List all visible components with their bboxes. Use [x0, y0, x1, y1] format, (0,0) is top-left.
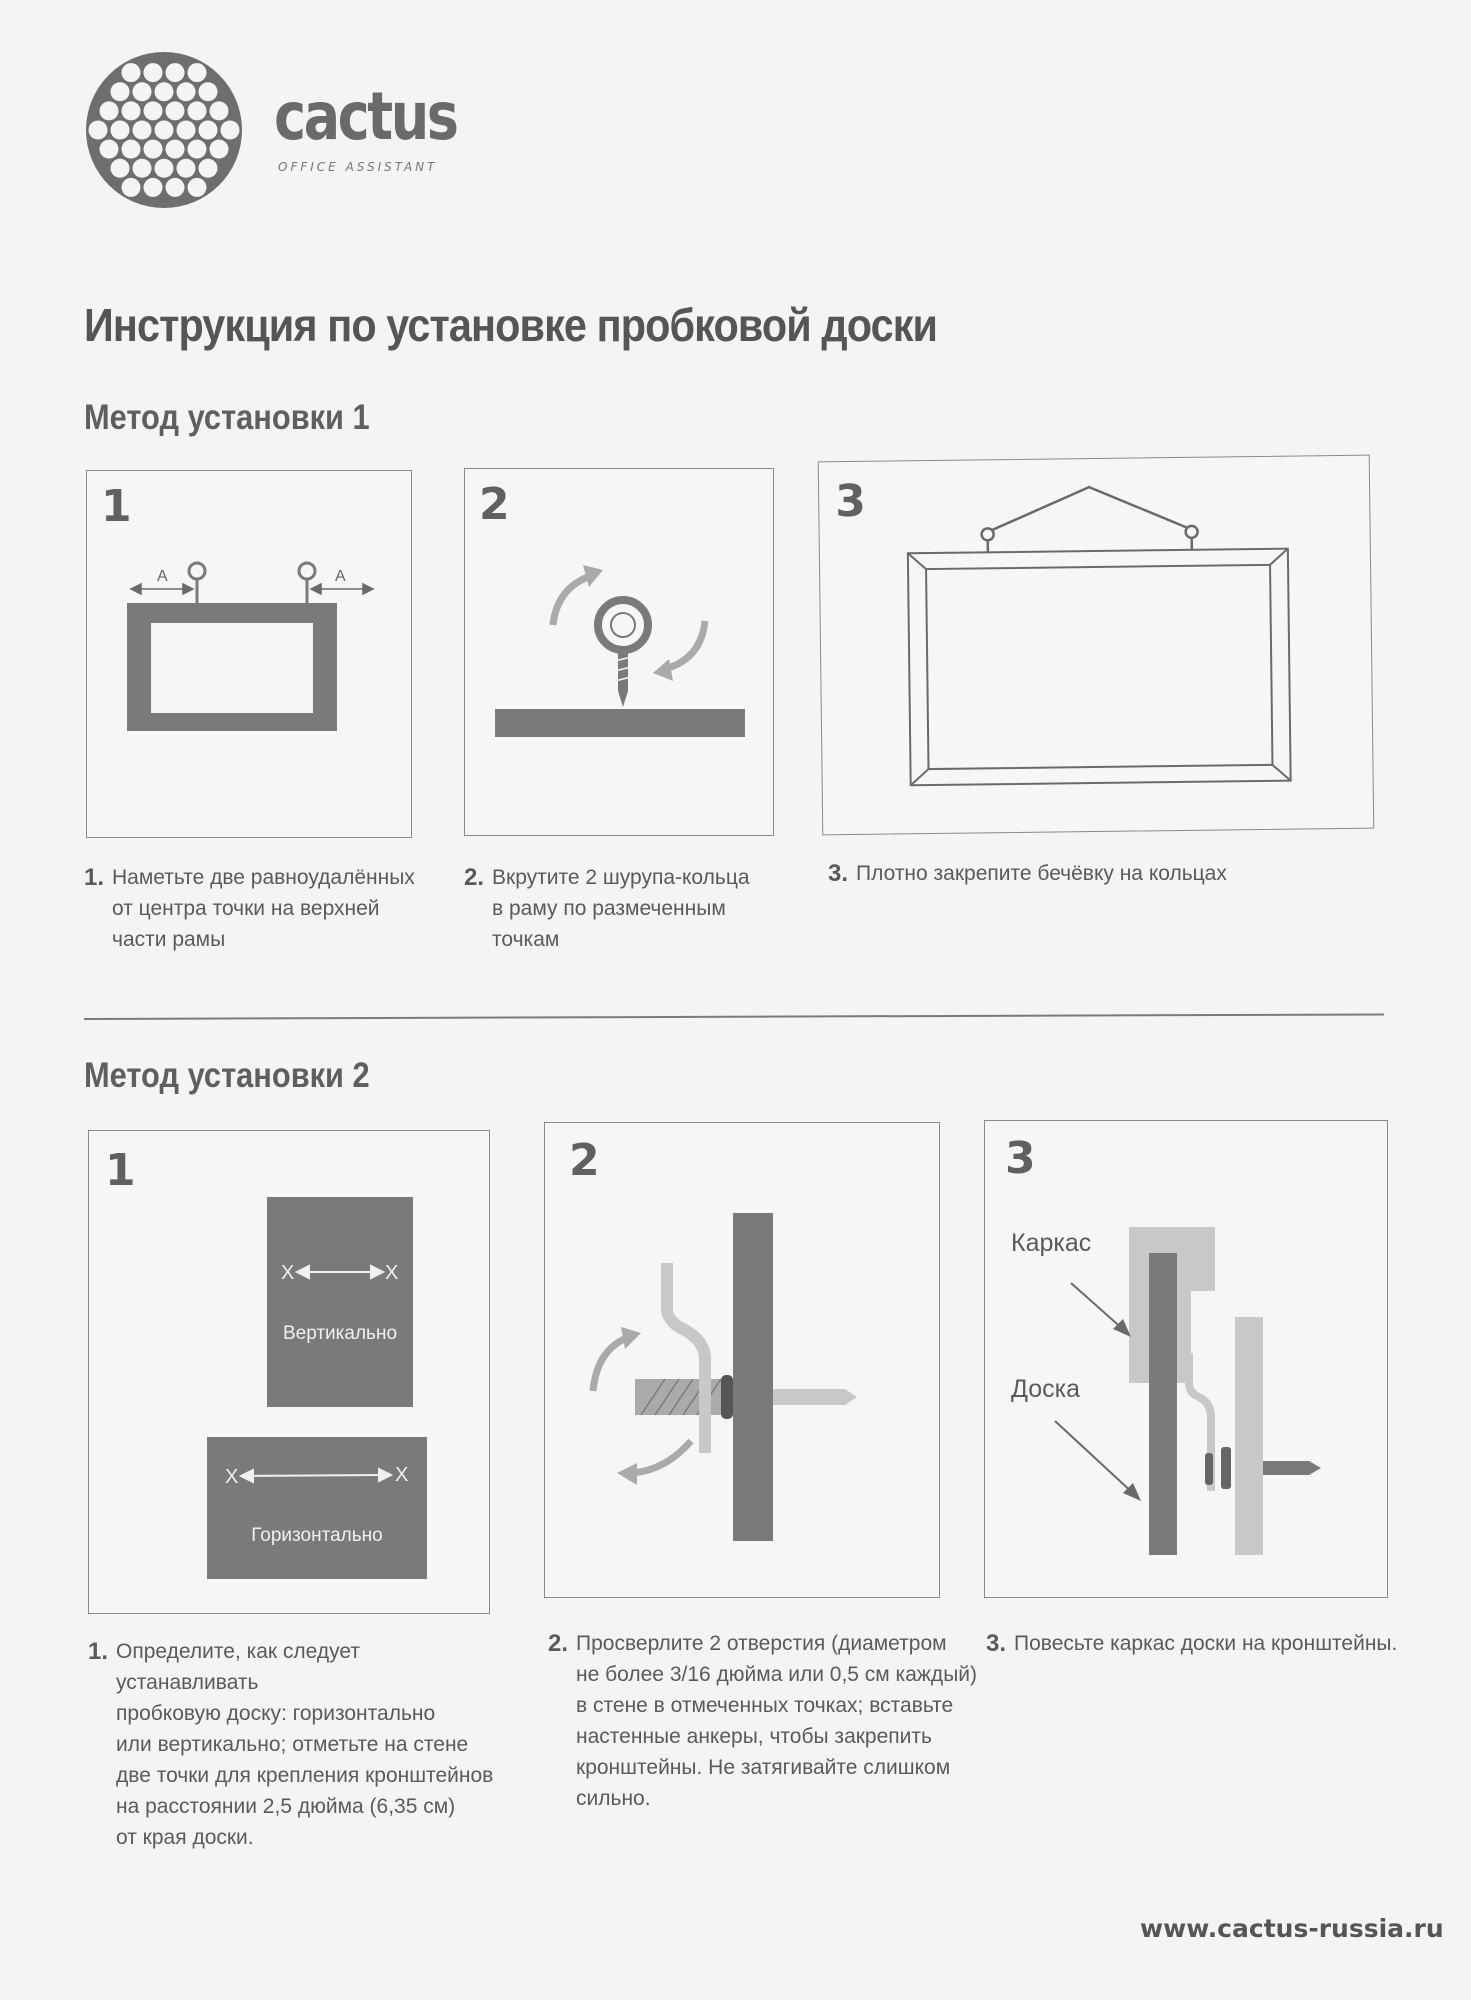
- step-number: 3: [834, 475, 867, 528]
- step-number: 2: [479, 479, 510, 530]
- frame-inner: [151, 623, 313, 713]
- board-label: Доска: [1011, 1375, 1081, 1403]
- logo-cell: [166, 178, 185, 197]
- method1-step2-caption: [464, 862, 784, 955]
- logo-cell: [133, 159, 152, 178]
- eye-screw-right-icon: [299, 563, 315, 603]
- wall-strip: [1235, 1317, 1263, 1555]
- frame-label: Каркас: [1011, 1229, 1092, 1257]
- caption-number: 2.: [464, 864, 485, 891]
- rotate-arrowhead-bottom: [617, 1463, 637, 1485]
- mark-x: X: [395, 1464, 409, 1486]
- logo-cell: [199, 121, 218, 140]
- logo-cell: [89, 121, 108, 140]
- footer-url-link[interactable]: www.cactus-russia.ru: [1140, 1914, 1444, 1943]
- rotate-arrowhead-left: [583, 565, 603, 587]
- logo-cell: [100, 101, 119, 120]
- frame-pointer: [1071, 1283, 1125, 1331]
- method2-step3-caption: [986, 1628, 1426, 1659]
- logo-cell: [111, 159, 130, 178]
- screw-in-diagram: [465, 469, 775, 837]
- logo-cell: [111, 82, 130, 101]
- mark-x: X: [225, 1466, 239, 1488]
- logo-cell: [188, 101, 207, 120]
- logo-cell: [177, 82, 196, 101]
- mark-x: X: [281, 1262, 295, 1284]
- step-number: 1: [101, 481, 132, 532]
- rotate-arrowhead-top: [621, 1327, 641, 1349]
- logo-cell: [155, 121, 174, 140]
- honeycomb-circle-logo-icon: [84, 50, 244, 210]
- method1-heading: Метод установки 1: [84, 398, 370, 437]
- board-piece: [1149, 1253, 1177, 1555]
- method1-step3-panel: [818, 455, 1375, 836]
- caption-number: 2.: [548, 1630, 569, 1657]
- logo-cell: [177, 121, 196, 140]
- frame-bevel: [908, 549, 1291, 786]
- method2-step2-panel: [544, 1122, 940, 1598]
- section-divider: [84, 1013, 1384, 1020]
- method2-step2-caption: [548, 1628, 978, 1814]
- caption-text: Повесьте каркас доски на кронштейны.: [1014, 1632, 1398, 1655]
- logo-cell: [111, 121, 130, 140]
- logo-cell: [188, 140, 207, 159]
- logo-cell: [166, 63, 185, 82]
- eye-screw-left-icon: [982, 528, 994, 552]
- method1-step1-panel: [86, 470, 412, 838]
- logo-cell: [177, 159, 196, 178]
- logo-cell: [166, 101, 185, 120]
- rotate-arrowhead-right: [653, 659, 673, 681]
- method1-step3-caption: [828, 858, 1288, 889]
- frame-marking-diagram: [87, 471, 413, 839]
- board-pointer: [1055, 1421, 1135, 1495]
- rotate-arrow-left-icon: [553, 575, 593, 625]
- logo-cell: [199, 159, 218, 178]
- mark-x: X: [385, 1262, 399, 1284]
- horizontal-board: [207, 1437, 427, 1579]
- hanging-frame-diagram: [819, 456, 1376, 837]
- horizontal-label: Горизонтально: [251, 1525, 383, 1546]
- dimension-arrow-left-icon: [131, 584, 193, 594]
- vertical-board: [267, 1197, 413, 1407]
- method2-step1-caption: [88, 1636, 508, 1853]
- logo-cell: [188, 178, 207, 197]
- method1-step2-panel: [464, 468, 774, 836]
- dim-label-left: A: [157, 568, 168, 585]
- brand-logo: [84, 50, 244, 210]
- board-edge: [495, 709, 745, 737]
- caption-number: 3.: [986, 1630, 1007, 1657]
- logo-cell: [144, 178, 163, 197]
- logo-cell: [188, 63, 207, 82]
- rotate-arrow-top-icon: [593, 1337, 629, 1391]
- logo-cell: [122, 140, 141, 159]
- logo-cell: [122, 101, 141, 120]
- step-number: 2: [569, 1135, 600, 1186]
- eye-screw-left-icon: [189, 563, 205, 603]
- caption-text: Плотно закрепите бечёвку на кольцах: [856, 862, 1227, 885]
- method2-step1-panel: [88, 1130, 490, 1614]
- logo-cell: [210, 140, 229, 159]
- eye-screw-right-icon: [1186, 526, 1198, 550]
- hanging-string: [991, 486, 1187, 530]
- drilling-diagram: [545, 1123, 941, 1599]
- caption-number: 1.: [84, 864, 105, 891]
- dimension-arrow-right-icon: [311, 584, 373, 594]
- logo-cell: [133, 82, 152, 101]
- step-number: 3: [1005, 1133, 1036, 1184]
- orientation-diagram: [89, 1131, 491, 1615]
- method2-heading: Метод установки 2: [84, 1056, 370, 1095]
- logo-cell: [155, 82, 174, 101]
- hang-frame-diagram: [985, 1121, 1389, 1599]
- rotate-arrow-right-icon: [665, 621, 705, 669]
- logo-cell: [155, 159, 174, 178]
- logo-cell: [144, 140, 163, 159]
- dim-label-right: A: [335, 568, 346, 585]
- logo-cell: [144, 101, 163, 120]
- step-number: 1: [105, 1145, 136, 1196]
- caption-number: 3.: [828, 860, 849, 887]
- logo-cell: [199, 82, 218, 101]
- caption-text: Определите, как следует устанавливать пробковую доску: горизонтально или вертикально; отметьте на стене две точки для крепления кронштейнов на расстоянии 2,5 дюйма (6,35 см) от края доски.: [116, 1640, 494, 1849]
- caption-text: Просверлите 2 отверстия (диаметром не более 3/16 дюйма или 0,5 см каждый) в стене в отмеченных точках; вставьте настенные анкеры, чтобы закрепить кронштейны. Не затягивайте слишком сильно.: [576, 1632, 978, 1810]
- logo-cell: [144, 63, 163, 82]
- brand-tagline: OFFICE ASSISTANT: [278, 160, 438, 174]
- caption-number: 1.: [88, 1638, 109, 1665]
- wall-section: [733, 1213, 773, 1541]
- logo-cell: [210, 101, 229, 120]
- logo-cell: [133, 121, 152, 140]
- caption-text: Вкрутите 2 шурупа-кольца в раму по размеченным точкам: [492, 866, 750, 951]
- eye-screw-icon: [598, 600, 648, 707]
- caption-text: Наметьте две равноудалённых от центра точки на верхней части рамы: [112, 866, 415, 951]
- bracket-outline: [667, 1263, 705, 1453]
- method1-step1-caption: [84, 862, 424, 955]
- brand-name: cactus: [274, 78, 457, 155]
- rotate-arrow-bottom-icon: [631, 1441, 691, 1473]
- logo-cell: [122, 178, 141, 197]
- logo-cell: [100, 140, 119, 159]
- vertical-label: Вертикально: [282, 1323, 398, 1344]
- logo-cell: [221, 121, 240, 140]
- page-title: Инструкция по установке пробковой доски: [84, 299, 938, 351]
- logo-cell: [166, 140, 185, 159]
- logo-cell: [122, 63, 141, 82]
- method2-step3-panel: [984, 1120, 1388, 1598]
